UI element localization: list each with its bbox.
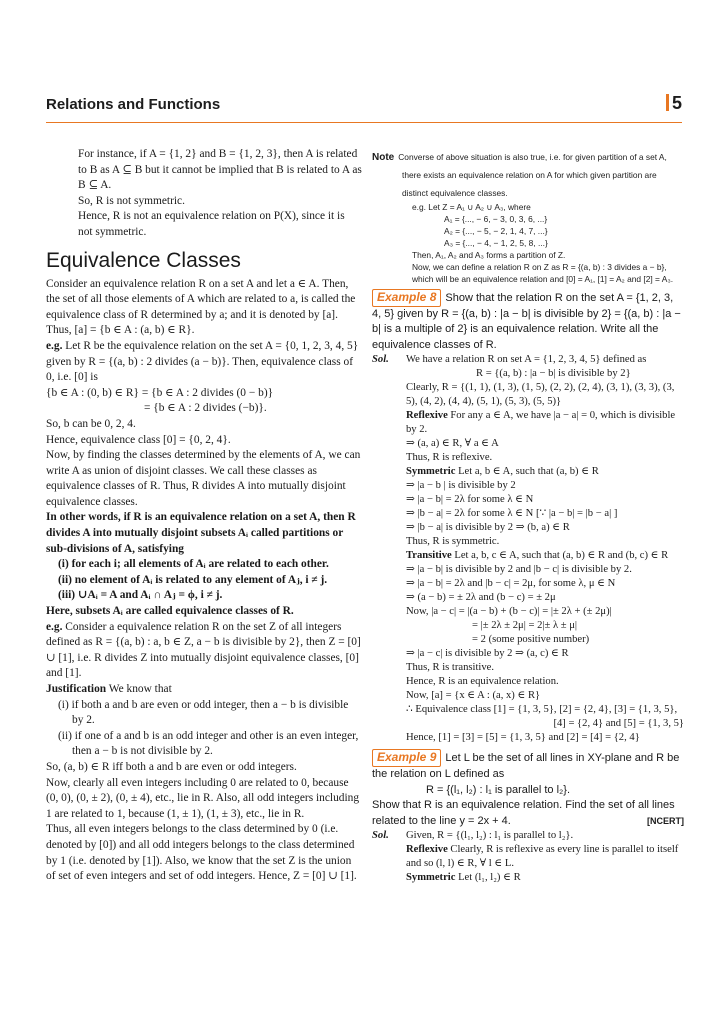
sol-line: ⇒ |a − b | is divisible by 2 (406, 480, 516, 492)
sol-line (372, 409, 684, 437)
example-9 (372, 749, 684, 782)
sol-line: Thus, R is symmetric. (406, 536, 500, 548)
justification (46, 682, 362, 698)
sol-line: [4] = {2, 4} and [5] = {1, 3, 5} (553, 718, 684, 730)
paragraph: Hence, R is not an equivalence relation on P(X), since it is not symmetric. (78, 210, 345, 238)
sol-line: Hence, [1] = [3] = [5] = {1, 3, 5} and [2] = [4] = {2, 4} (406, 732, 640, 744)
note-set: A₂ = {..., − 5, − 2, 1, 4, 7, ...} (444, 226, 548, 236)
sol-text: Let a, b ∈ A, such that (a, b) ∈ R (455, 466, 599, 478)
note-label: Note (372, 152, 395, 163)
example-badge: Example 9 (372, 749, 441, 767)
justification-label: Justification (46, 683, 107, 695)
sol-line: ⇒ (a − b) = ± 2λ and (b − c) = ± 2μ (406, 592, 556, 604)
eg-text: Let R be the equivalence relation on the set A = {0, 1, 2, 3, 4, 5} given by R = {(a, b) : 2 divides (a − b)}. Then, equivalence class of 0, i.e. [0] is (46, 339, 359, 384)
paragraph: Consider an equivalence relation R on a set A and let a ∈ A. Then, the set of all those elements of A which are related to a, is called the equivalence class of R determined by a; and it is denoted by [a]. Thus, [a] = {b ∈ A : (a, b) ∈ R}. (46, 277, 356, 337)
symmetric-label: Symmetric (406, 872, 456, 884)
example-question (372, 798, 684, 829)
solution (372, 353, 684, 367)
list-item: (ii) if one of a and b is an odd integer and other is an even integer, then a − b is not divisible by 2. (58, 729, 359, 758)
reflexive-label: Reflexive (406, 844, 448, 856)
sol-text: We have a relation R on set A = {1, 2, 3, 4, 5} defined as (406, 354, 647, 366)
symmetric-label: Symmetric (406, 466, 456, 478)
sol-label: Sol. (372, 354, 389, 366)
left-column (46, 147, 362, 885)
sol-line: R = {(a, b) : |a − b| is divisible by 2} (476, 368, 631, 380)
sol-text: For any a ∈ A, we have |a − a| = 0, which is divisible by 2. (406, 410, 676, 436)
list-item: (iii) ∪Aᵢ = A and Aᵢ ∩ Aⱼ = ϕ, i ≠ j. (58, 589, 223, 602)
sol-text: Let (l₁, l₂) ∈ R (455, 872, 521, 884)
paragraph: Now, by finding the classes determined by the elements of A, we can write A as union of disjoint classes. We call these classes as equivalence classes of R. Thus, R divides A into mutually disjoint equivalence classes. (46, 449, 361, 508)
sol-line: ⇒ |a − b| is divisible by 2 and |b − c| is divisible by 2. (406, 564, 632, 576)
page-header (46, 93, 682, 118)
sol-line (372, 843, 684, 871)
sol-line (372, 465, 684, 479)
note-text: Now, we can define a relation R on Z as R = {(a, b) : 3 divides a − b}, which will be an equivalence relation and [0] = A₁, [1] = A₂ and [2] = A₃. (412, 262, 674, 284)
sol-text: Let a, b, c ∈ A, such that (a, b) ∈ R and (b, c) ∈ R (451, 550, 669, 562)
header-rule (46, 122, 682, 123)
equation: {b ∈ A : (0, b) ∈ R} = {b ∈ A : 2 divides (0 − b)} (46, 386, 274, 399)
page-number: 5 (671, 93, 682, 113)
example-paragraph (46, 620, 362, 682)
eg-label: e.g. (46, 339, 63, 352)
paragraph: So, (a, b) ∈ R iff both a and b are even or odd integers. (46, 760, 297, 773)
sol-line: Now, |a − c| = |(a − b) + (b − c)| = |± 2λ + (± 2μ)| (406, 606, 612, 618)
reflexive-label: Reflexive (406, 410, 448, 422)
list-item: (i) if both a and b are even or odd integer, then a − b is divisible by 2. (58, 698, 349, 727)
example-paragraph (46, 339, 362, 386)
sol-line: ∴ Equivalence class [1] = {1, 3, 5}, [2] = {2, 4}, [3] = {1, 3, 5}, (406, 704, 678, 716)
note-example: e.g. Let Z = A₁ ∪ A₂ ∪ A₃, where (412, 202, 531, 212)
example-8 (372, 289, 684, 353)
sol-label: Sol. (372, 830, 389, 842)
solution (372, 829, 684, 843)
sol-line (372, 871, 684, 885)
example-badge: Example 8 (372, 289, 441, 307)
sol-line: = |± 2λ ± 2μ| = 2|± λ ± μ| (472, 620, 578, 632)
sol-line: Hence, R is an equivalence relation. (406, 676, 559, 688)
list-item: (ii) no element of Aᵢ is related to any element of Aⱼ, i ≠ j. (58, 573, 328, 586)
paragraph: Hence, equivalence class [0] = {0, 2, 4}. (46, 433, 231, 446)
sol-line: ⇒ |a − b| = 2λ and |b − c| = 2μ, for some λ, μ ∈ N (406, 578, 616, 590)
sol-line: = 2 (some positive number) (472, 634, 590, 646)
note-text: Converse of above situation is also true, i.e. for given partition of a set A, there exists an equivalence relation on A for which given partition are distinct equivalence classes. (398, 152, 667, 198)
equation: = {b ∈ A : 2 divides (−b)}. (144, 402, 267, 415)
transitive-label: Transitive (406, 550, 452, 562)
accent-bar (666, 94, 669, 111)
right-column (372, 147, 684, 885)
sol-line: ⇒ |a − c| is divisible by 2 ⇒ (a, c) ∈ R (406, 648, 569, 660)
sol-text: Clearly, R is reflexive as every line is parallel to itself and so (l, l) ∈ R, ∀ l ∈ L. (406, 844, 679, 870)
sol-line: ⇒ |b − a| is divisible by 2 ⇒ (b, a) ∈ R (406, 522, 570, 534)
example-question: Show that the relation R on the set A = {1, 2, 3, 4, 5} given by R = {(a, b) : |a − b| is divisible by 2} = {(a, b) : |a − b| is a multiple of 2} is an equivalence relation. Write all the equivalence classes of R. (372, 292, 681, 351)
sol-text: Given, R = {(l₁, l₂) : l₁ is parallel to l₂}. (406, 830, 574, 842)
sol-line: ⇒ (a, a) ∈ R, ∀ a ∈ A (406, 438, 499, 450)
paragraph: For instance, if A = {1, 2} and B = {1, 2, 3}, then A is related to B as A ⊆ B but it cannot be implied that B is related to A as B ⊆ A. (78, 148, 362, 192)
note-block (372, 147, 684, 201)
list-item: (i) for each i; all elements of Aᵢ are related to each other. (58, 558, 329, 571)
example-question: R = {(l₁, l₂) : l₁ is parallel to l₂}. (426, 783, 571, 796)
sol-line: Clearly, R = {(1, 1), (1, 3), (1, 5), (2, 2), (2, 4), (3, 1), (3, 3), (3, 5), (4, 2), (4, 4), (5, 1), (5, 3), (5, 5)} (406, 382, 675, 408)
sol-line: Thus, R is reflexive. (406, 452, 493, 464)
eg-label: e.g. (46, 620, 63, 633)
page-number-block (666, 93, 682, 114)
paragraph: So, b can be 0, 2, 4. (46, 417, 136, 430)
paragraph: Thus, all even integers belongs to the class determined by 0 (i.e. denoted by [0]) and all odd integers belongs to the class determined by 1 (i.e. denoted by [1]). Also, we know that the set Z is the union of set of even integers and set of odd integers. Hence, Z = [0] ∪ [1]. (46, 823, 357, 883)
chapter-title: Relations and Functions (46, 96, 221, 113)
example-question-text: Show that R is an equivalence relation. Find the set of all lines related to the line y = 2x + 4. (372, 799, 675, 827)
justification-text: We know that (106, 683, 172, 695)
sol-line: ⇒ |b − a| = 2λ for some λ ∈ N [∵ |a − b| = |b − a| ] (406, 508, 618, 520)
example-question: Let L be the set of all lines in XY-plane and R be the relation on L defined as (372, 752, 680, 780)
source-tag: [NCERT] (647, 815, 684, 826)
paragraph-bold: In other words, if R is an equivalence relation on a set A, then R divides A into mutually disjoint subsets Aᵢ called partitions or sub-divisions of A, satisfying (46, 511, 356, 555)
sol-line: ⇒ |a − b| = 2λ for some λ ∈ N (406, 494, 534, 506)
note-set: A₃ = {..., − 4, − 1, 2, 5, 8, ...} (444, 238, 548, 248)
sol-line: Thus, R is transitive. (406, 662, 494, 674)
eg-text: Consider a equivalence relation R on the set Z of all integers defined as R = {(a, b) : a, b ∈ Z, a − b is divisible by 2}, then Z = [0] ∪ [1], i.e. R divides Z into mutually disjoint equivalence classes, [0] and [1]. (46, 620, 361, 680)
sol-line: Now, [a] = {x ∈ A : (a, x) ∈ R} (406, 690, 541, 702)
paragraph: Now, clearly all even integers including 0 are related to 0, because (0, 0), (0, ± 2), (0, ± 4), etc., lie in R. Also, all odd integers including 1 are related to 1, because (1, ± 1), (1, ± 3), etc., lie in R. (46, 776, 360, 820)
paragraph: So, R is not symmetric. (78, 194, 185, 207)
note-text: Then, A₁, A₂ and A₃ forms a partition of Z. (412, 250, 566, 260)
section-heading: Equivalence Classes (46, 248, 241, 272)
note-set: A₁ = {..., − 6, − 3, 0, 3, 6, ...} (444, 214, 548, 224)
paragraph-bold: Here, subsets Aᵢ are called equivalence classes of R. (46, 605, 294, 618)
sol-line (372, 549, 684, 563)
